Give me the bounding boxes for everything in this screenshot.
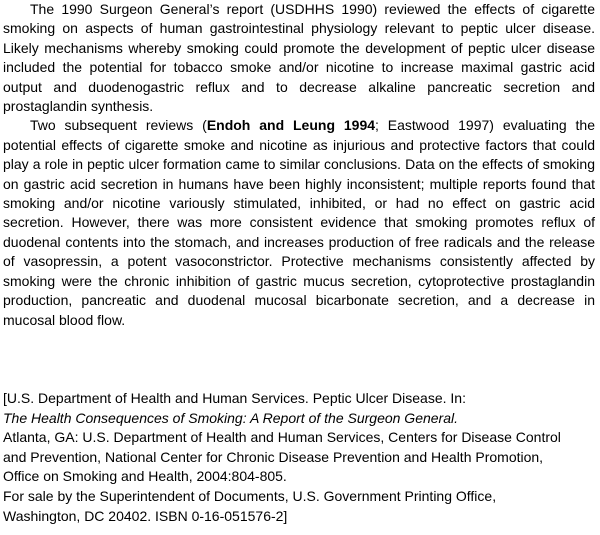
paragraph-1-text: The 1990 Surgeon General’s report (USDHHS 1990) reviewed the effects of cigarette smoking on aspects of human gastrointestinal physiology relevant to peptic ulcer disease. Likely mechanisms whereby smoking could promote the development of peptic ulcer disease included the potential for tobacco smoke and/or nicotine to increase maximal gastric acid output and duodenogastric reflux and to decrease alkaline pancreatic secretion and prostaglandin synthesis. [3,1,595,115]
citation-line-5: Office on Smoking and Health, 2004:804-805. [3,468,287,485]
citation-line-6: For sale by the Superintendent of Documents, U.S. Government Printing Office, [3,487,497,504]
paragraph-surgeon-general-1990 [3,0,595,116]
source-citation [3,389,595,526]
citation-line-7: Washington, DC 20402. ISBN 0-16-051576-2] [3,507,288,524]
citation-line-3: Atlanta, GA: U.S. Department of Health and Human Services, Centers for Disease Control [3,429,561,446]
citation-report-title: The Health Consequences of Smoking: A Report of the Surgeon General. [3,409,459,426]
paragraph-subsequent-reviews [3,116,595,329]
body-text [3,0,595,330]
citation-line-4: and Prevention, National Center for Chronic Disease Prevention and Health Promotion, [3,448,544,465]
endoh-leung-reference: Endoh and Leung 1994 [206,117,376,134]
paragraph-2-rest: ; Eastwood 1997) evaluating the potential effects of cigarette smoke and nicotine as injurious and protective factors that could play a role in peptic ulcer formation came to similar conclusions. Data on the effects of smoking on gastric acid secretion in humans have been highly inconsistent; multiple reports found that smoking and/or nicotine variously stimulated, inhibited, or had no effect on gastric acid secretion. However, there was more consistent evidence that smoking promotes reflux of duodenal contents into the stomach, and increases production of free radicals and the release of vasopressin, a potent vasoconstrictor. Protective mechanisms consistently affected by smoking were the chronic inhibition of gastric mucus secretion, cytoprotective prostaglandin production, pancreatic and duodenal mucosal bicarbonate secretion, and a decrease in mucosal blood flow. [3,117,595,328]
paragraph-2-intro: Two subsequent reviews ( [30,117,207,134]
citation-line-1: [U.S. Department of Health and Human Services. Peptic Ulcer Disease. In: [3,390,466,406]
